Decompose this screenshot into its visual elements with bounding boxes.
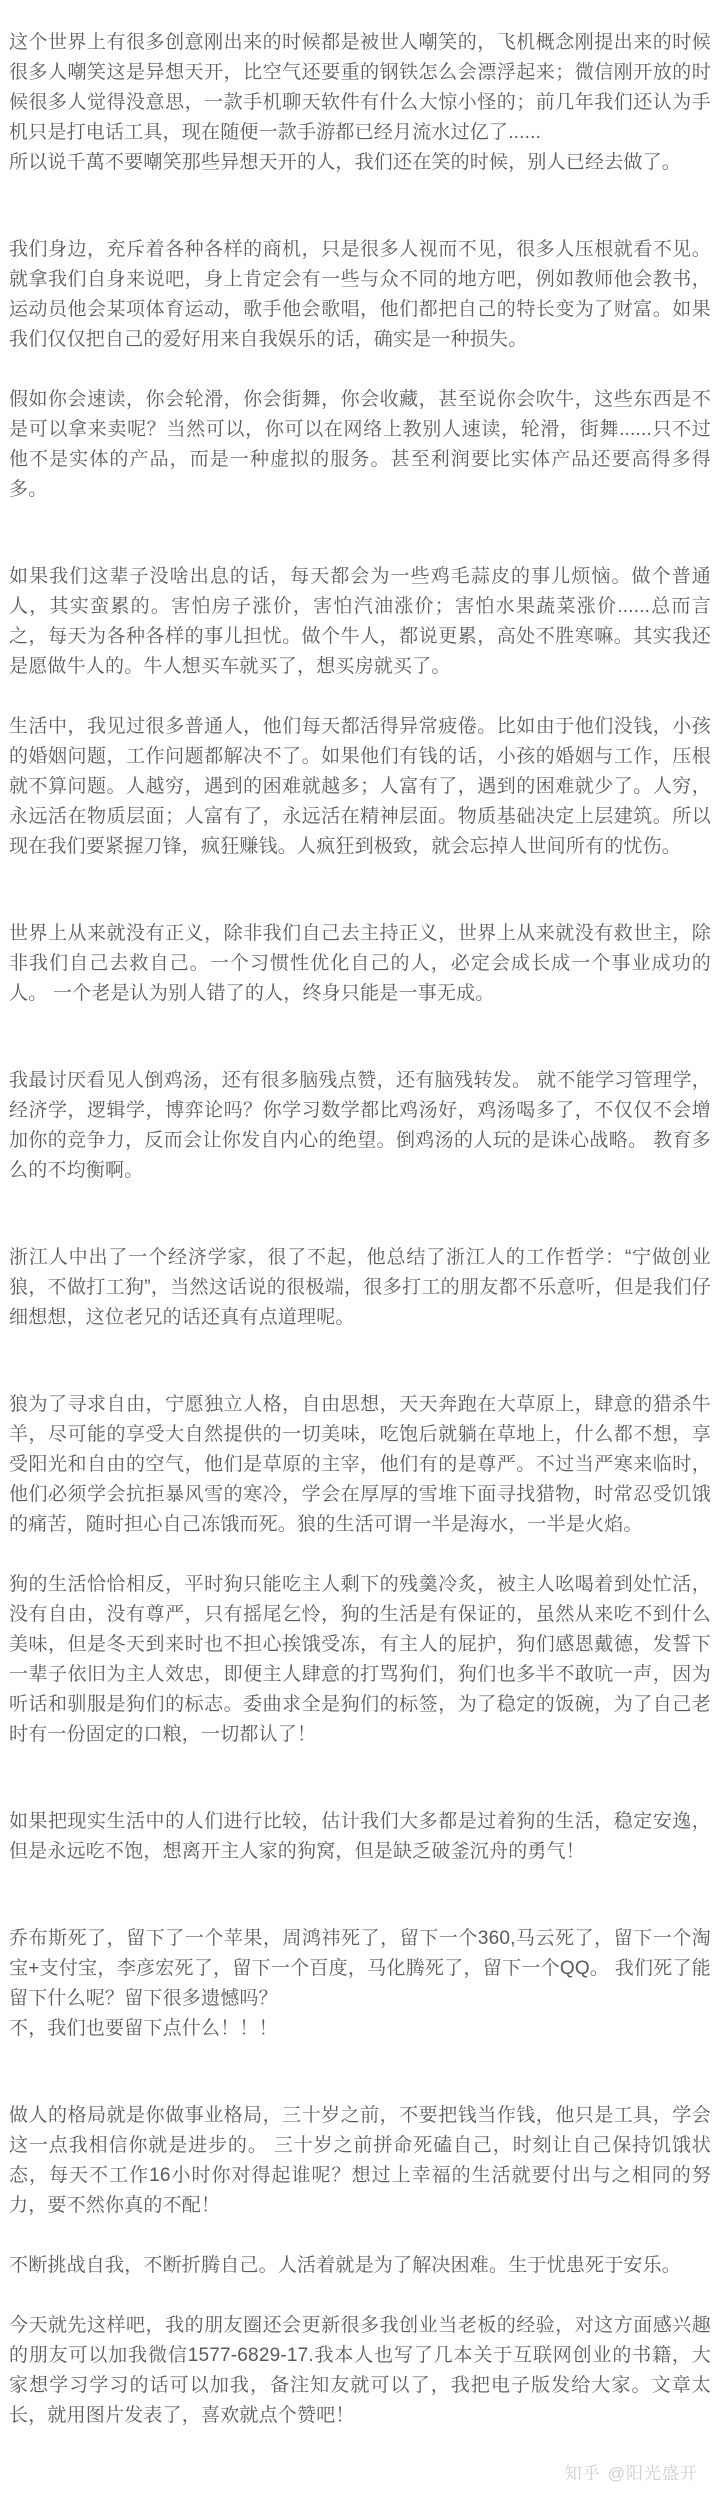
zhihu-watermark (565, 2462, 698, 2486)
paragraph: 我们身边，充斥着各种各样的商机，只是很多人视而不见，很多人压根就看不见。就拿我们自身来说吧，身上肯定会有一些与众不同的地方吧，例如教师他会教书，运动员他会某项体育运动，歌手他会歌唱，他们都把自己的特长变为了财富。如果我们仅仅把自己的爱好用来自我娱乐的话，确实是一种损失。 (9, 239, 711, 350)
paragraph: 不断挑战自我，不断折腾自己。人活着就是为了解决困难。生于忧患死于安乐。 (9, 2255, 682, 2276)
paragraph: 生活中，我见过很多普通人，他们每天都活得异常疲倦。比如由于他们没钱，小孩的婚姻问题，工作问题都解决不了。如果他们有钱的话，小孩的婚姻与工作，压根就不算问题。人越穷，遇到的困难就越多；人富有了，遇到的困难就少了。人穷，永远活在物质层面；人富有了，永远活在精神层面。物质基础决定上层建筑。所以现在我们要紧握刀锋，疯狂赚钱。人疯狂到极致，就会忘掉人世间所有的忧伤。 (9, 716, 711, 857)
watermark-author-label: @阳光盛开 (607, 2464, 698, 2483)
paragraph: 狼为了寻求自由，宁愿独立人格，自由思想，天天奔跑在大草原上，肆意的猎杀牛羊，尽可能的享受大自然提供的一切美味，吃饱后就躺在草地上，什么都不想，享受阳光和自由的空气，他们是草原的主宰，他们有的是尊严。不过当严寒来临时，他们必须学会抗拒暴风雪的寒冷，学会在厚厚的雪堆下面寻找猎物，时常忍受饥饿的痛苦，随时担心自己冻饿而死。狼的生活可谓一半是海水，一半是火焰。 (9, 1394, 711, 1535)
paragraph: 如果我们这辈子没啥出息的话，每天都会为一些鸡毛蒜皮的事儿烦恼。做个普通人，其实蛮累的。害怕房子涨价，害怕汽油涨价；害怕水果蔬菜涨价......总而言之，每天为各种各样的事儿担忧。做个牛人，都说更累，高处不胜寒嘛。其实我还是愿做牛人的。牛人想买车就买了，想买房就买了。 (9, 566, 711, 677)
paragraph: 如果把现实生活中的人们进行比较，估计我们大多都是过着狗的生活，稳定安逸，但是永远吃不饱，想离开主人家的狗窝，但是缺乏破釜沉舟的勇气！ (9, 1811, 711, 1862)
paragraph: 这个世界上有很多创意刚出来的时候都是被世人嘲笑的，飞机概念刚提出来的时候很多人嘲笑这是异想天开，比空气还要重的钢铁怎么会漂浮起来；微信刚开放的时候很多人觉得没意思，一款手机聊天软件有什么大惊小怪的；前几年我们还认为手机只是打电话工具，现在随便一款手游都已经月流水过亿了...... 所以说千萬不要嘲笑那些异想天开的人，我们还在笑的时候，别人已经去做了。 (9, 32, 711, 173)
paragraph: 做人的格局就是你做事业格局，三十岁之前，不要把钱当作钱，他只是工具，学会这一点我相信你就是进步的。 三十岁之前拼命死磕自己，时刻让自己保持饥饿状态，每天不工作16小时你对得起谁呢？想过上幸福的生活就要付出与之相同的努力，要不然你真的不配！ (9, 2105, 711, 2216)
paragraph: 我最讨厌看见人倒鸡汤，还有很多脑残点赞，还有脑残转发。 就不能学习管理学，经济学，逻辑学，博弈论吗？你学习数学都比鸡汤好，鸡汤喝多了，不仅仅不会增加你的竞争力，反而会让你发自内心的绝望。倒鸡汤的人玩的是诛心战略。 教育多么的不均衡啊。 (9, 1070, 711, 1181)
watermark-site-label: 知乎 (564, 2464, 601, 2483)
paragraph: 假如你会速读，你会轮滑，你会街舞，你会收藏，甚至说你会吹牛，这些东西是不是可以拿来卖呢？当然可以，你可以在网络上教别人速读，轮滑，街舞......只不过他不是实体的产品，而是一种虚拟的服务。甚至利润要比实体产品还要高得多得多。 (9, 389, 711, 500)
paragraph: 乔布斯死了，留下了一个苹果，周鸿祎死了，留下一个360,马云死了，留下一个淘宝+支付宝，李彦宏死了，留下一个百度，马化腾死了，留下一个QQ。 我们死了能留下什么呢？留下很多遗憾吗？ 不，我们也要留下点什么！！！ (9, 1928, 711, 2039)
paragraph: 狗的生活恰恰相反，平时狗只能吃主人剩下的残羹冷炙，被主人吆喝着到处忙活，没有自由，没有尊严，只有摇尾乞怜，狗的生活是有保证的，虽然从来吃不到什么美味，但是冬天到来时也不担心挨饿受冻，有主人的屁护，狗们感恩戴德，发誓下一辈子依旧为主人效忠，即便主人肆意的打骂狗们，狗们也多半不敢吭一声，因为听话和驯服是狗们的标志。委曲求全是狗们的标签，为了稳定的饭碗，为了自己老时有一份固定的口粮，一切都认了！ (9, 1574, 711, 1745)
paragraph: 今天就先这样吧，我的朋友圈还会更新很多我创业当老板的经验，对这方面感兴趣的朋友可以加我微信1577-6829-17.我本人也写了几本关于互联网创业的书籍，大家想学习学习的话可以加我，备注知友就可以了，我把电子版发给大家。文章太长，就用图片发表了，喜欢就点个赞吧！ (9, 2315, 711, 2426)
paragraph: 世界上从来就没有正义，除非我们自己去主持正义，世界上从来就没有救世主，除非我们自己去救自己。一个习惯性优化自己的人，必定会成长成一个事业成功的人。 一个老是认为别人错了的人，终身只能是一事无成。 (9, 923, 711, 1004)
paragraph: 浙江人中出了一个经济学家，很了不起，他总结了浙江人的工作哲学：“宁做创业狼，不做打工狗”，当然这话说的很极端，很多打工的朋友都不乐意听，但是我们仔细想想，这位老兄的话还真有点道理呢。 (9, 1247, 711, 1328)
